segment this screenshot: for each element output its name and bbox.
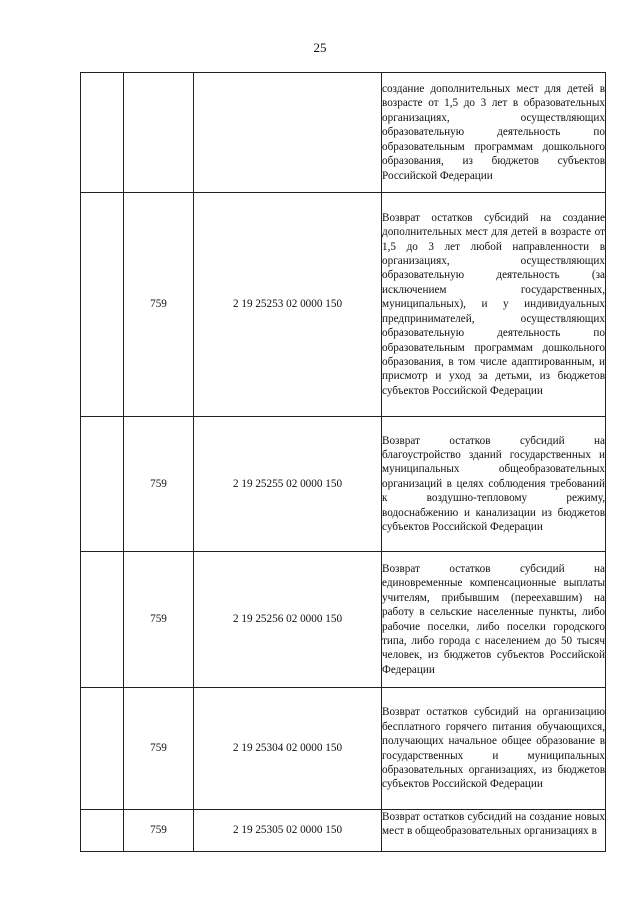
description-cell [382, 810, 606, 852]
budget-codes-table [80, 72, 606, 852]
table-row [81, 810, 606, 852]
table-row [81, 552, 606, 688]
budget-code-cell: 2 19 25256 02 0000 150 [194, 552, 382, 688]
page-number: 25 [313, 40, 327, 55]
admin-code-cell: 759 [124, 417, 194, 552]
table-row [81, 193, 606, 417]
budget-code-cell [194, 73, 382, 193]
empty-cell [81, 417, 124, 552]
description-cell: Возврат остатков субсидий на единовременные компенсационные выплаты учителям, прибывшим (переехавшим) на работу в сельские населенные пункты, либо рабочие поселки, либо поселки городского типа, либо города с населением до 50 тысяч человек, из бюджетов субъектов Российской Федерации [382, 552, 606, 688]
table-row [81, 688, 606, 810]
empty-cell [81, 73, 124, 193]
admin-code-cell: 759 [124, 688, 194, 810]
budget-code-cell: 2 19 25255 02 0000 150 [194, 417, 382, 552]
empty-cell [81, 552, 124, 688]
budget-code-cell: 2 19 25305 02 0000 150 [194, 810, 382, 852]
table-row [81, 73, 606, 193]
budget-code-cell: 2 19 25304 02 0000 150 [194, 688, 382, 810]
empty-cell [81, 688, 124, 810]
description-text: Возврат остатков субсидий на создание новых мест в общеобразовательных организациях в [382, 811, 605, 838]
admin-code-cell [124, 73, 194, 193]
budget-code-cell: 2 19 25253 02 0000 150 [194, 193, 382, 417]
description-cell: Возврат остатков субсидий на создание дополнительных мест для детей в возрасте от 1,5 до 3 лет любой направленности в организациях, осуществляющих образовательную деятельность (за исключением государственных, муниципальных), и у индивидуальных предпринимателей, осуществляющих образовательную деятельность по образовательным программам дошкольного образования, в том числе адаптированным, и присмотр и уход за детьми, из бюджетов субъектов Российской Федерации [382, 193, 606, 417]
description-cell: создание дополнительных мест для детей в возрасте от 1,5 до 3 лет в образовательных организациях, осуществляющих образовательную деятельность по образовательным программам дошкольного образования, из бюджетов субъектов Российской Федерации [382, 73, 606, 193]
table-row [81, 417, 606, 552]
description-cell: Возврат остатков субсидий на организацию бесплатного горячего питания обучающихся, получающих начальное общее образование в государственных и муниципальных образовательных организациях, из бюджетов субъектов Российской Федерации [382, 688, 606, 810]
description-cell: Возврат остатков субсидий на благоустройство зданий государственных и муниципальных общеобразовательных организаций в целях соблюдения требований к воздушно-тепловому режиму, водоснабжению и канализации из бюджетов субъектов Российской Федерации [382, 417, 606, 552]
empty-cell [81, 193, 124, 417]
admin-code-cell: 759 [124, 552, 194, 688]
admin-code-cell: 759 [124, 193, 194, 417]
empty-cell [81, 810, 124, 852]
admin-code-cell: 759 [124, 810, 194, 852]
